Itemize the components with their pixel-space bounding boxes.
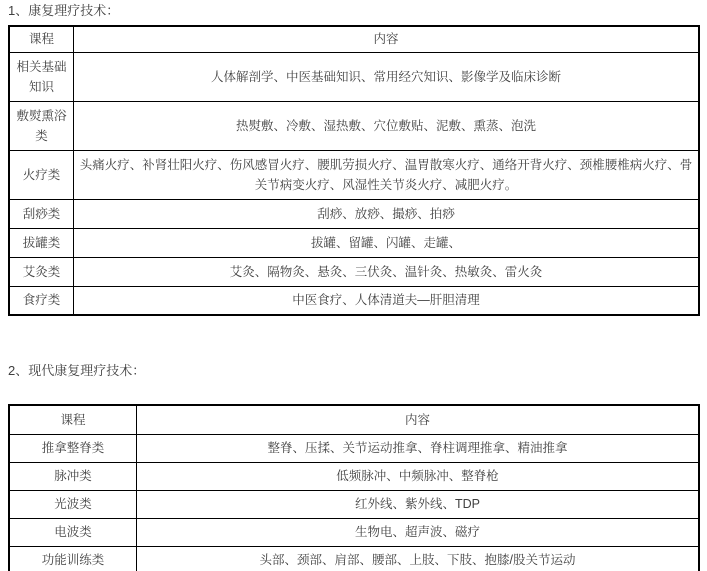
table-row — [9, 150, 699, 199]
row-label: 拔罐类 — [9, 228, 74, 257]
row-content: 头部、颈部、肩部、腰部、上肢、下肢、抱膝/股关节运动 — [137, 546, 700, 571]
table-row — [9, 490, 699, 518]
row-label: 光波类 — [9, 490, 137, 518]
table-row — [9, 228, 699, 257]
table-row — [9, 199, 699, 228]
row-content: 整脊、压揉、关节运动推拿、脊柱调理推拿、精油推拿 — [137, 434, 700, 462]
column-header-course: 课程 — [9, 405, 137, 434]
row-content: 低频脉冲、中频脉冲、整脊枪 — [137, 462, 700, 490]
row-content: 拔罐、留罐、闪罐、走罐、 — [74, 228, 700, 257]
table-row — [9, 462, 699, 490]
table-row — [9, 546, 699, 571]
row-content: 中医食疗、人体清道夫—肝胆清理 — [74, 286, 700, 315]
rehab-therapy-table — [8, 25, 700, 316]
table-row — [9, 434, 699, 462]
row-label: 刮痧类 — [9, 199, 74, 228]
table-row — [9, 257, 699, 286]
row-label: 功能训练类 — [9, 546, 137, 571]
row-label: 火疗类 — [9, 150, 74, 199]
row-content: 人体解剖学、中医基础知识、常用经穴知识、影像学及临床诊断 — [74, 52, 700, 101]
row-content: 红外线、紫外线、TDP — [137, 490, 700, 518]
row-content: 头痛火疗、补肾壮阳火疗、伤风感冒火疗、腰肌劳损火疗、温胃散寒火疗、通络开背火疗、颈椎腰椎病火疗、骨关节病变火疗、风湿性关节炎火疗、减肥火疗。 — [74, 150, 700, 199]
column-header-course: 课程 — [9, 26, 74, 52]
row-label: 脉冲类 — [9, 462, 137, 490]
table-header-row — [9, 26, 699, 52]
row-content: 热熨敷、冷敷、湿热敷、穴位敷贴、泥敷、熏蒸、泡洗 — [74, 101, 700, 150]
row-label: 相关基础知识 — [9, 52, 74, 101]
table-row — [9, 52, 699, 101]
column-header-content: 内容 — [74, 26, 700, 52]
row-label: 电波类 — [9, 518, 137, 546]
row-content: 生物电、超声波、磁疗 — [137, 518, 700, 546]
row-label: 敷熨熏浴类 — [9, 101, 74, 150]
row-content: 刮痧、放痧、撮痧、拍痧 — [74, 199, 700, 228]
row-label: 食疗类 — [9, 286, 74, 315]
column-header-content: 内容 — [137, 405, 700, 434]
row-label: 推拿整脊类 — [9, 434, 137, 462]
table-row — [9, 518, 699, 546]
table-row — [9, 286, 699, 315]
section-1-heading: 1、康复理疗技术： — [8, 3, 120, 18]
row-label: 艾灸类 — [9, 257, 74, 286]
table-header-row — [9, 405, 699, 434]
section-2-heading: 2、现代康复理疗技术： — [8, 363, 146, 378]
modern-rehab-therapy-table — [8, 404, 700, 571]
table-row — [9, 101, 699, 150]
row-content: 艾灸、隔物灸、悬灸、三伏灸、温针灸、热敏灸、雷火灸 — [74, 257, 700, 286]
